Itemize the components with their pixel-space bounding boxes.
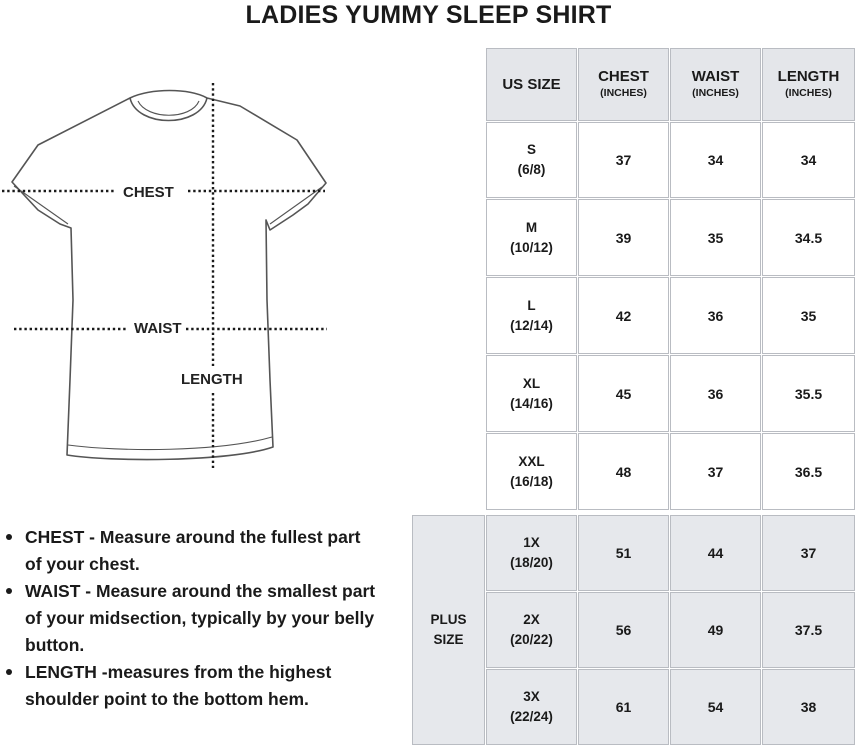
header-chest: CHEST (INCHES): [578, 48, 669, 121]
table-cell-waist: 36: [670, 355, 761, 432]
table-cell-length: 35: [762, 277, 855, 354]
shirt-outline: [12, 91, 326, 460]
plus-size-label: PLUS SIZE: [412, 515, 485, 745]
table-cell-waist: 36: [670, 277, 761, 354]
table-cell-chest: 48: [578, 433, 669, 510]
table-cell-length: 34.5: [762, 199, 855, 276]
table-row-size-cell: 3X (22/24): [486, 669, 577, 745]
page-title: LADIES YUMMY SLEEP SHIRT: [245, 1, 612, 29]
table-cell-waist: 34: [670, 122, 761, 198]
measurement-notes: [6, 524, 376, 713]
shirt-collar: [130, 98, 207, 121]
table-cell-chest: 61: [578, 669, 669, 745]
table-cell-chest: 42: [578, 277, 669, 354]
table-row-size-cell: XL (14/16): [486, 355, 577, 432]
table-cell-waist: 54: [670, 669, 761, 745]
header-waist: WAIST (INCHES): [670, 48, 761, 121]
table-row-size-cell: M (10/12): [486, 199, 577, 276]
table-row-size-cell: S (6/8): [486, 122, 577, 198]
table-cell-length: 36.5: [762, 433, 855, 510]
table-cell-length: 38: [762, 669, 855, 745]
table-cell-waist: 37: [670, 433, 761, 510]
note-length: LENGTH -measures from the highest shoulder point to the bottom hem.: [6, 659, 376, 713]
table-cell-chest: 56: [578, 592, 669, 668]
table-cell-chest: 51: [578, 515, 669, 591]
chest-label: CHEST: [123, 184, 174, 201]
table-cell-length: 37: [762, 515, 855, 591]
table-cell-waist: 49: [670, 592, 761, 668]
table-cell-chest: 45: [578, 355, 669, 432]
table-cell-chest: 39: [578, 199, 669, 276]
table-cell-waist: 44: [670, 515, 761, 591]
table-row-size-cell: 2X (20/22): [486, 592, 577, 668]
table-cell-waist: 35: [670, 199, 761, 276]
waist-label: WAIST: [134, 320, 182, 337]
table-cell-chest: 37: [578, 122, 669, 198]
note-waist: WAIST - Measure around the smallest part of your midsection, typically by your belly button.: [6, 578, 376, 659]
table-cell-length: 35.5: [762, 355, 855, 432]
shirt-diagram: [0, 70, 340, 480]
table-cell-length: 37.5: [762, 592, 855, 668]
header-us-size: US SIZE: [486, 48, 577, 121]
table-row-size-cell: 1X (18/20): [486, 515, 577, 591]
table-cell-length: 34: [762, 122, 855, 198]
header-length: LENGTH (INCHES): [762, 48, 855, 121]
length-label: LENGTH: [181, 371, 243, 388]
table-row-size-cell: XXL (16/18): [486, 433, 577, 510]
note-chest: CHEST - Measure around the fullest part of your chest.: [6, 524, 376, 578]
table-row-size-cell: L (12/14): [486, 277, 577, 354]
